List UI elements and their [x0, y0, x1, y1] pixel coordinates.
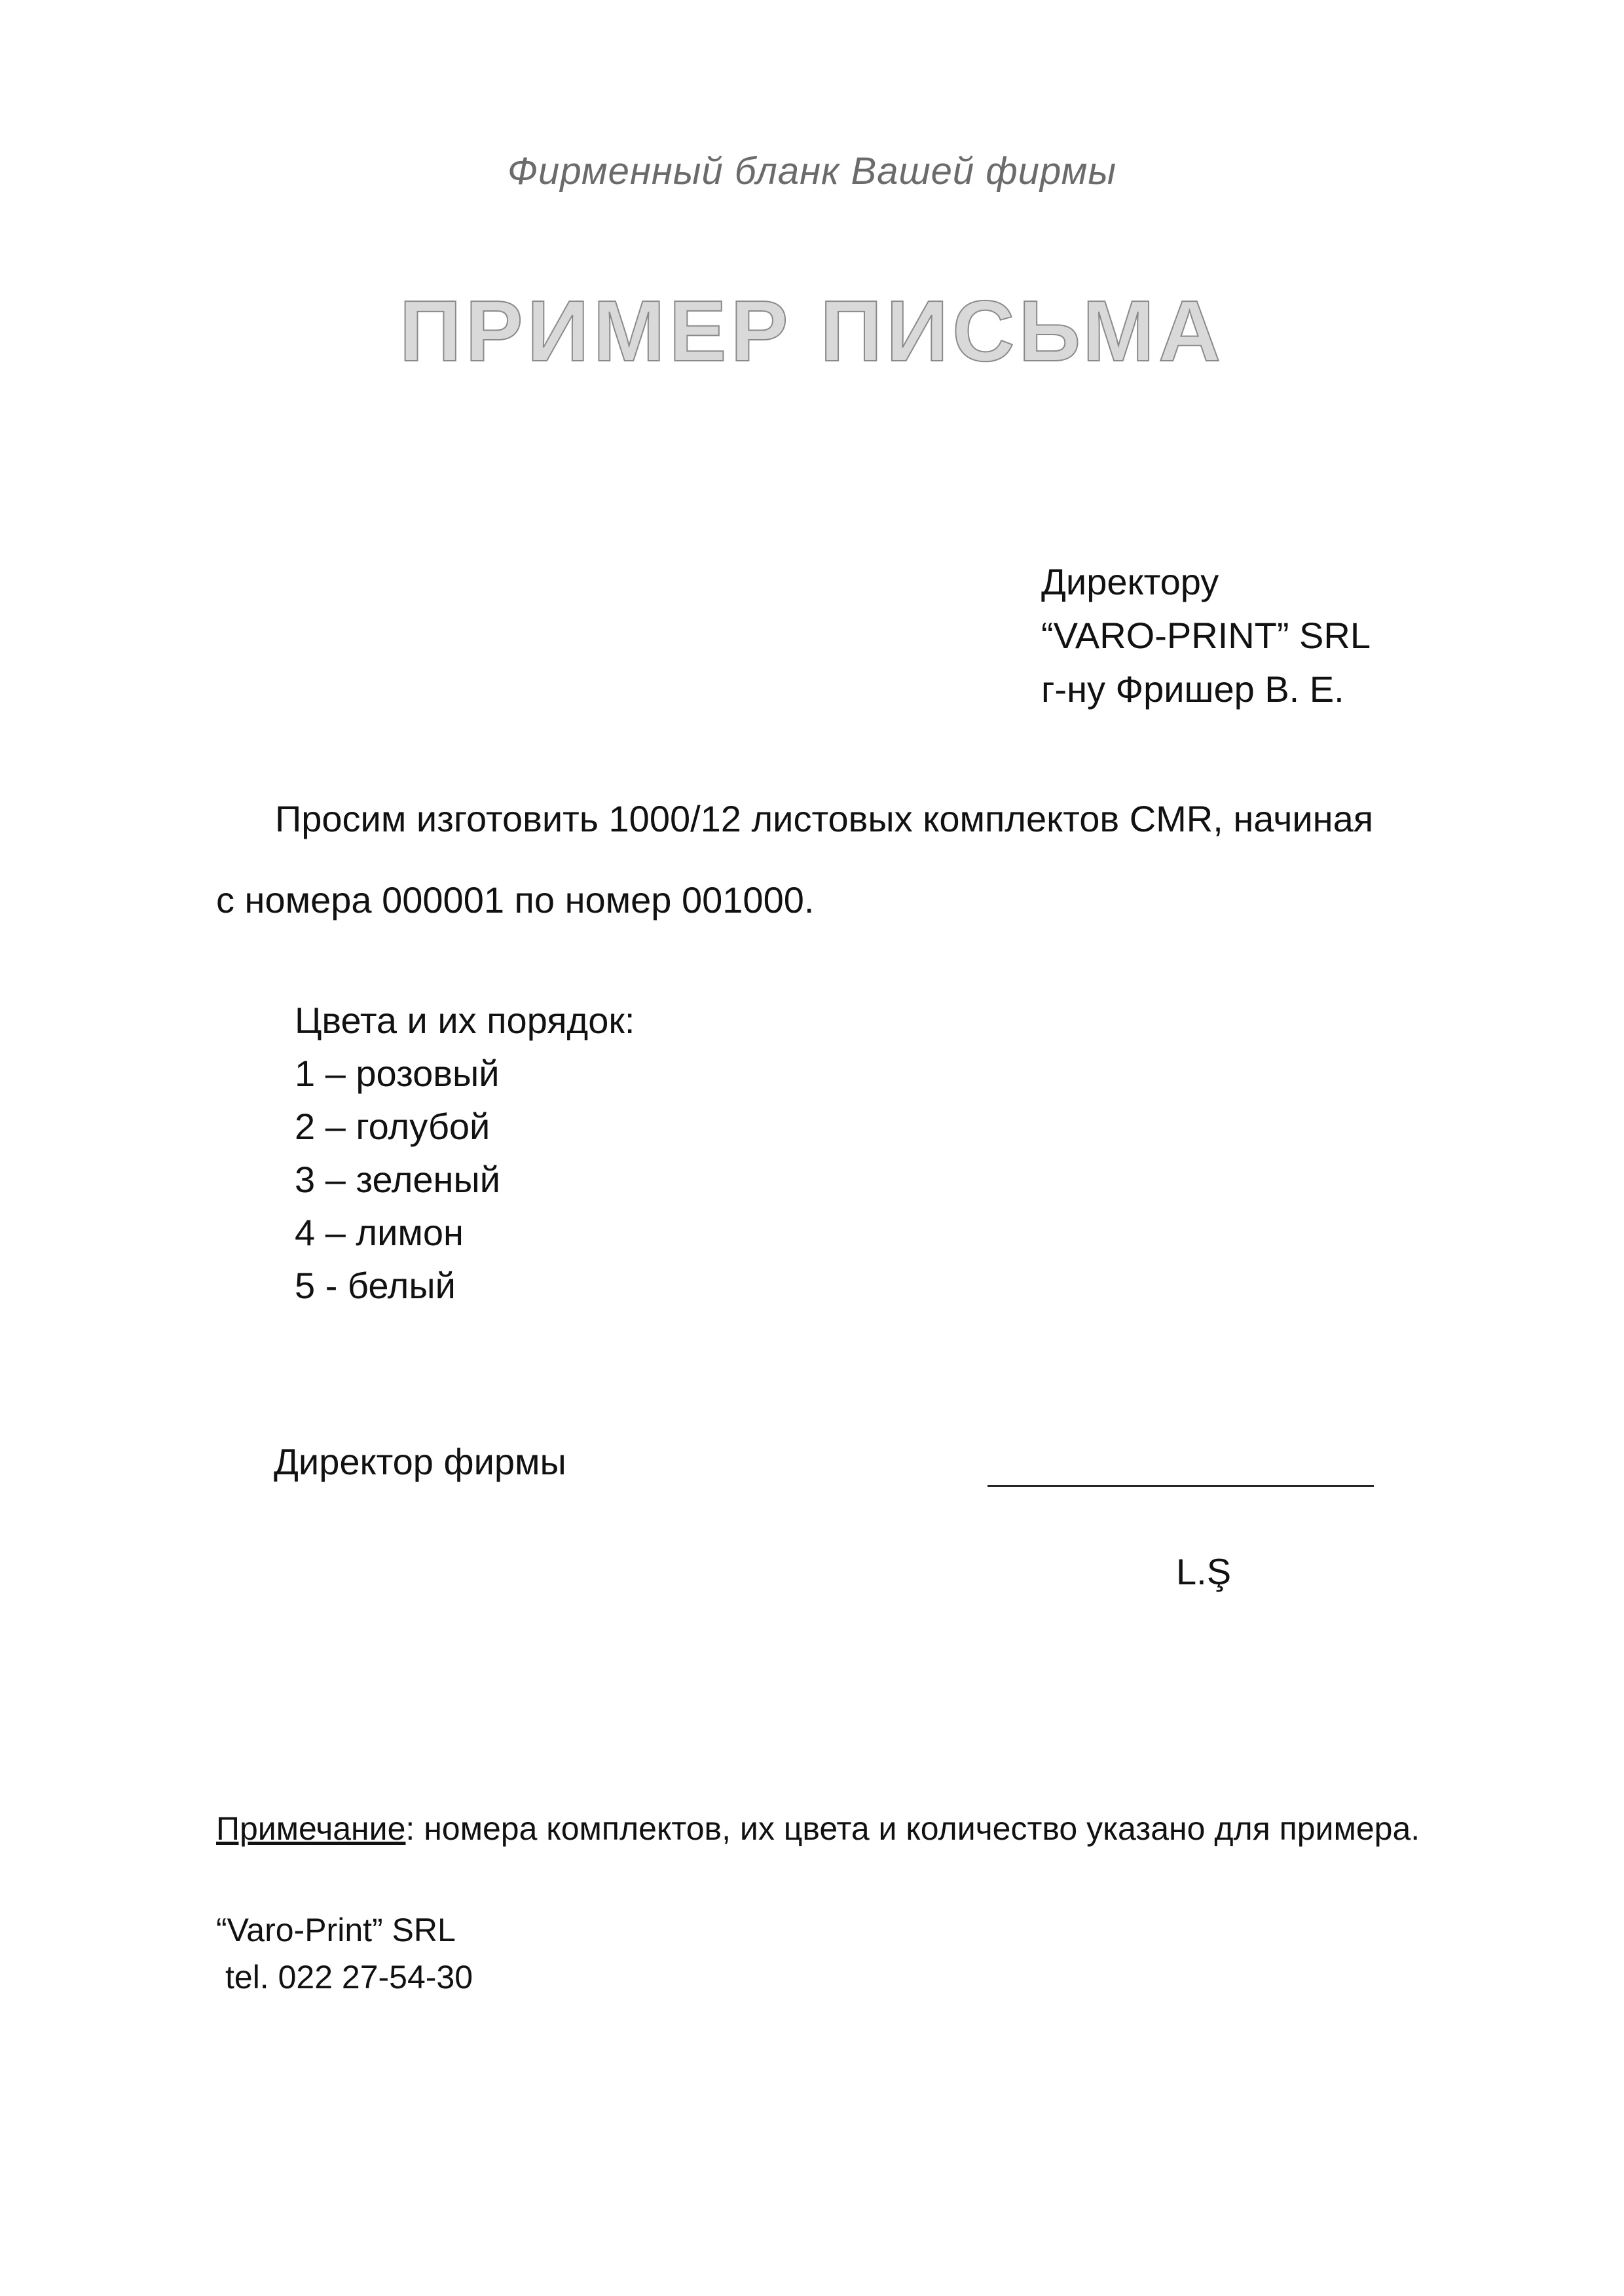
addressee-line-3: г-ну Фришер В. Е. [1041, 668, 1344, 710]
signer-title: Директор фирмы [274, 1441, 566, 1482]
stamp-mark: L.Ş [1176, 1551, 1232, 1592]
letterhead-text: Фирменный бланк Вашей фирмы [507, 150, 1117, 192]
list-item: 1 – розовый [295, 1053, 500, 1094]
footer-company: “Varo-Print” SRL [216, 1912, 456, 1948]
footer-phone: tel. 022 27-54-30 [225, 1959, 473, 1995]
note-text: : номера комплектов, их цвета и количество указано для примера. [405, 1810, 1420, 1847]
addressee-line-1: Директору [1041, 561, 1219, 602]
addressee-line-2: “VARO-PRINT” SRL [1041, 615, 1371, 656]
note-label: Примечание [216, 1810, 406, 1847]
list-item: 2 – голубой [295, 1106, 490, 1147]
list-item: 5 - белый [295, 1265, 456, 1306]
note [216, 1810, 1420, 1848]
colors-heading: Цвета и их порядок: [295, 1000, 635, 1041]
addressee-block [1041, 555, 1371, 716]
page-title: ПРИМЕР ПИСЬМА [399, 283, 1225, 379]
list-item: 3 – зеленый [295, 1159, 501, 1200]
body-line-2: с номера 000001 по номер 001000. [216, 879, 815, 920]
signature-line [987, 1485, 1374, 1487]
colors-list [295, 994, 635, 1312]
footer-block [216, 1906, 473, 2001]
body-line-1: Просим изготовить 1000/12 листовых комплектов CMR, начиная [275, 798, 1374, 839]
list-item: 4 – лимон [295, 1212, 464, 1253]
